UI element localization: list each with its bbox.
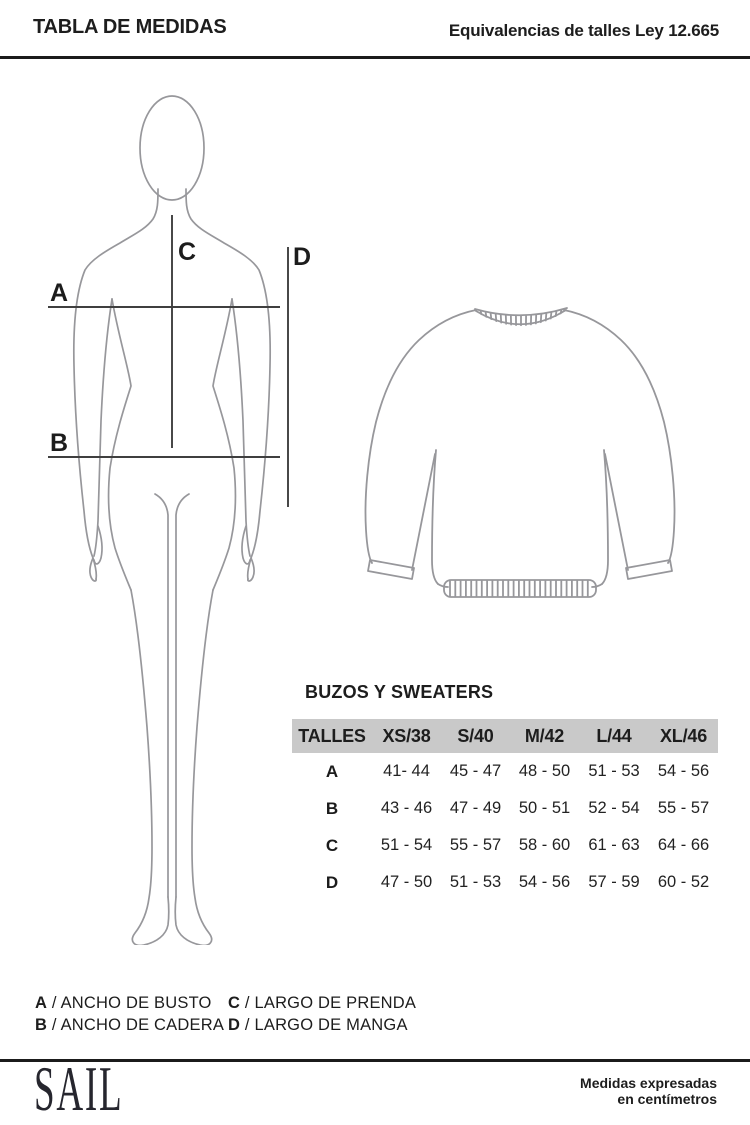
body-figure-illustration — [30, 85, 320, 945]
legend-item-b — [35, 1014, 228, 1036]
legend-key: B — [35, 1016, 48, 1034]
size-table-cell: 64 - 66 — [657, 836, 710, 854]
units-note-line2: en centímetros — [617, 1091, 717, 1107]
measure-label-a: A — [50, 279, 69, 307]
size-table-row-label: C — [325, 835, 339, 855]
size-table-cell: 47 - 50 — [380, 873, 433, 891]
size-table-cell: 55 - 57 — [657, 799, 710, 817]
size-table-title: BUZOS Y SWEATERS — [305, 682, 494, 702]
header-rule — [0, 56, 750, 59]
figure-left-half — [74, 189, 169, 945]
size-table-cell: 60 - 52 — [657, 873, 710, 891]
size-table-cell: 52 - 54 — [588, 799, 640, 817]
size-table-row-label: A — [325, 761, 339, 781]
size-table-cell: 57 - 59 — [588, 873, 640, 891]
size-table-cell: 47 - 49 — [449, 799, 502, 817]
size-table-cell: 43 - 46 — [380, 799, 433, 817]
size-table-cell: 58 - 60 — [518, 836, 571, 854]
legend-label: LARGO DE MANGA — [254, 1016, 408, 1034]
legend-item-a — [35, 992, 228, 1014]
legend-label: ANCHO DE BUSTO — [60, 994, 212, 1012]
size-table — [292, 719, 718, 901]
size-table-cell: 61 - 63 — [588, 836, 640, 854]
figure-right-half — [175, 189, 270, 945]
measure-label-c: C — [178, 238, 197, 266]
sweater-illustration — [340, 270, 700, 620]
legend-label: ANCHO DE CADERA — [60, 1016, 225, 1034]
measure-label-b: B — [50, 429, 69, 457]
size-table-cell: 55 - 57 — [449, 836, 502, 854]
legend-key: A — [35, 994, 48, 1012]
size-table-row-label: B — [325, 798, 339, 818]
size-table-cell: 50 - 51 — [518, 799, 571, 817]
size-table-cell: 51 - 53 — [588, 762, 640, 780]
legend-item-d — [228, 1014, 416, 1036]
legend-label: LARGO DE PRENDA — [254, 994, 417, 1012]
legend-key: D — [228, 1016, 241, 1034]
legend-item-c — [228, 992, 416, 1014]
sweater-left-half — [365, 310, 476, 587]
size-table-cell: 51 - 54 — [380, 836, 433, 854]
legend-separator: / — [47, 994, 61, 1012]
size-table-cell: 54 - 56 — [657, 762, 710, 780]
units-note-line1: Medidas expresadas — [580, 1075, 717, 1091]
sweater-hem-ribs — [450, 581, 588, 596]
page-title: TABLA DE MEDIDAS — [33, 16, 227, 38]
legend-separator: / — [240, 994, 255, 1012]
brand-logo: SAIL — [34, 1053, 124, 1124]
legend-separator: / — [240, 1016, 255, 1034]
size-table-header-cell: XL/46 — [649, 719, 718, 753]
law-equivalence-note: Equivalencias de talles Ley 12.665 — [448, 21, 719, 40]
figure-head — [140, 96, 204, 200]
sweater-collar-outer — [475, 308, 567, 315]
legend-key: C — [228, 994, 241, 1012]
size-table-cell: 41- 44 — [383, 762, 430, 780]
size-table-cell: 48 - 50 — [518, 762, 571, 780]
size-table-header-cell: XS/38 — [372, 719, 441, 753]
sweater-right-half — [564, 310, 675, 587]
measure-label-d: D — [293, 243, 312, 271]
measurement-legend — [35, 992, 416, 1036]
size-table-header-cell: TALLES — [292, 719, 372, 753]
size-table-cell: 54 - 56 — [518, 873, 571, 891]
size-table-header-cell: M/42 — [510, 719, 579, 753]
size-table-header-cell: S/40 — [441, 719, 510, 753]
legend-separator: / — [47, 1016, 61, 1034]
size-table-row-label: D — [325, 872, 339, 892]
units-note — [580, 1075, 717, 1107]
size-table-cell: 51 - 53 — [449, 873, 502, 891]
size-table-cell: 45 - 47 — [449, 762, 502, 780]
size-table-header-cell: L/44 — [579, 719, 649, 753]
